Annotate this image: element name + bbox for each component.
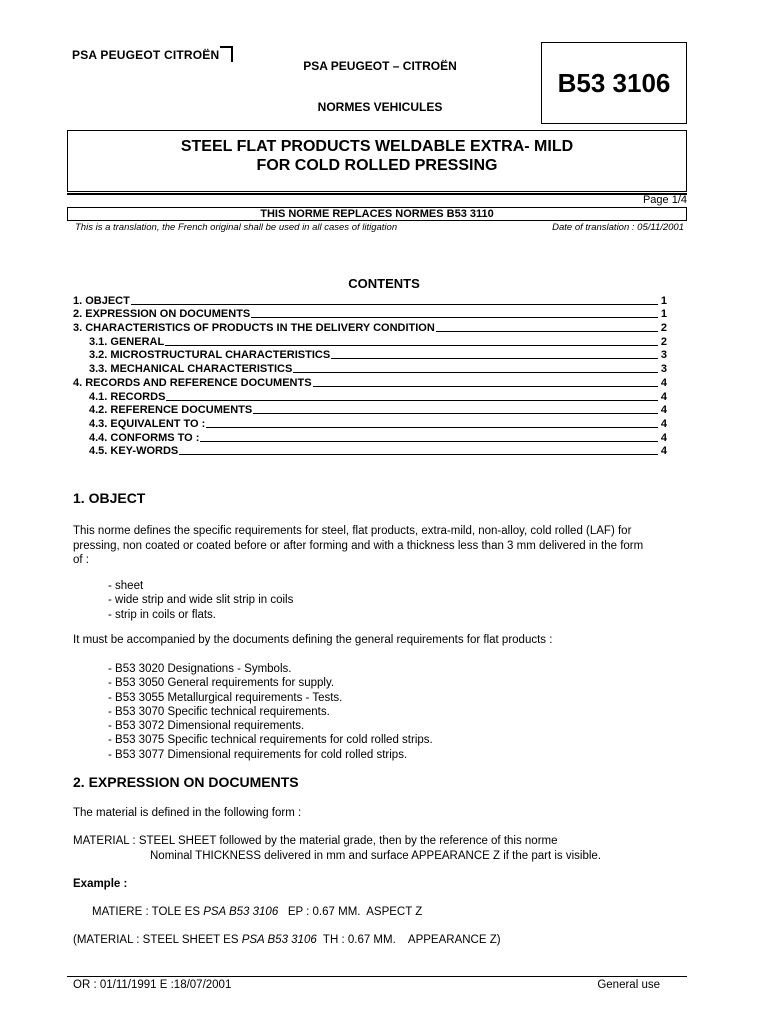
footer-divider	[67, 976, 687, 977]
list-item: - B53 3020 Designations - Symbols.	[108, 663, 292, 675]
toc-entry-label: 3.2. MICROSTRUCTURAL CHARACTERISTICS	[89, 349, 331, 362]
list-item: - wide strip and wide slit strip in coils	[108, 594, 294, 607]
toc-entry-label: 1. OBJECT	[73, 294, 130, 307]
toc-entry-label: 4.3. EQUIVALENT TO :	[89, 417, 206, 430]
paragraph-line: of :	[73, 554, 89, 566]
toc-entry-page: 1	[660, 294, 667, 307]
table-of-contents	[73, 293, 667, 457]
toc-leader-line	[179, 454, 658, 455]
toc-entry-label: 3.3. MECHANICAL CHARACTERISTICS	[89, 363, 293, 376]
page-number: Page 1/4	[642, 194, 687, 206]
section-1-paragraph	[73, 524, 693, 568]
section-2-intro: The material is defined in the following form :	[73, 807, 302, 819]
toc-entry-page: 4	[660, 376, 667, 389]
title-box	[67, 130, 687, 192]
toc-entry-page: 4	[660, 390, 667, 403]
list-item: - sheet	[108, 580, 144, 592]
translation-note: This is a translation, the French original shall be used in all cases of litigation	[75, 222, 398, 233]
toc-entry-label: 4.2. REFERENCE DOCUMENTS	[89, 404, 253, 417]
toc-entry-label: 2. EXPRESSION ON DOCUMENTS	[73, 308, 251, 321]
toc-entry-page: 4	[660, 431, 667, 444]
toc-entry-label: 4.5. KEY-WORDS	[89, 445, 179, 458]
example-1	[92, 905, 712, 920]
example-label: Example :	[73, 878, 128, 890]
example-2	[73, 933, 693, 948]
replaces-notice: THIS NORME REPLACES NORMES B53 3110	[67, 207, 687, 221]
example-1-reference: PSA B53 3106	[203, 906, 279, 918]
toc-entry-page: 3	[660, 363, 667, 376]
toc-leader-line	[436, 331, 658, 332]
document-code: B53 3106	[557, 67, 671, 98]
toc-entry	[73, 293, 667, 307]
product-forms-list	[108, 579, 293, 622]
toc-entry	[73, 416, 667, 430]
toc-entry	[73, 375, 667, 389]
toc-entry-page: 4	[660, 404, 667, 417]
toc-entry-page: 4	[660, 445, 667, 458]
section-1-heading: 1. OBJECT	[73, 490, 146, 506]
footer-usage: General use	[597, 979, 660, 991]
section-2-heading: 2. EXPRESSION ON DOCUMENTS	[73, 774, 299, 790]
title-line-1: STEEL FLAT PRODUCTS WELDABLE EXTRA- MILD	[180, 138, 574, 155]
list-item: - B53 3072 Dimensional requirements.	[108, 720, 305, 733]
psa-logo	[72, 46, 233, 62]
toc-leader-line	[200, 441, 658, 442]
toc-entry	[73, 334, 667, 348]
section-1-paragraph-2: It must be accompanied by the documents defining the general requirements for flat products :	[73, 634, 553, 646]
toc-leader-line	[251, 317, 658, 318]
material-line-2: Nominal THICKNESS delivered in mm and surface APPEARANCE Z if the part is visible.	[150, 850, 602, 862]
list-item: - B53 3077 Dimensional requirements for cold rolled strips.	[108, 748, 408, 761]
paragraph-line: This norme defines the specific requirements for steel, flat products, extra-mild, non-alloy, cold rolled (LAF) for	[73, 525, 632, 537]
toc-entry-label: 3. CHARACTERISTICS OF PRODUCTS IN THE DELIVERY CONDITION	[73, 322, 435, 335]
toc-entry-label: 4.1. RECORDS	[89, 390, 166, 403]
example-2-suffix: TH : 0.67 MM. APPEARANCE Z)	[316, 934, 501, 946]
toc-leader-line	[293, 372, 658, 373]
toc-entry-page: 1	[660, 308, 667, 321]
toc-entry-page: 2	[660, 335, 667, 348]
list-item: - B53 3075 Specific technical requirements for cold rolled strips.	[108, 734, 433, 747]
toc-entry	[73, 444, 667, 458]
toc-leader-line	[131, 304, 658, 305]
toc-entry	[73, 348, 667, 362]
title-box-shadow	[67, 193, 687, 195]
toc-leader-line	[165, 345, 658, 346]
toc-entry	[73, 389, 667, 403]
toc-leader-line	[206, 427, 658, 428]
toc-entry-label: 4.4. CONFORMS TO :	[89, 431, 200, 444]
toc-entry	[73, 430, 667, 444]
example-2-reference: PSA B53 3106	[241, 934, 317, 946]
toc-leader-line	[166, 400, 658, 401]
section-label: NORMES VEHICULES	[317, 100, 443, 114]
list-item: - B53 3055 Metallurgical requirements - Tests.	[108, 691, 343, 704]
reference-documents-list	[108, 662, 433, 762]
toc-entry	[73, 361, 667, 375]
toc-entry	[73, 403, 667, 417]
list-item: - strip in coils or flats.	[108, 608, 216, 621]
toc-entry-page: 3	[660, 349, 667, 362]
list-item: - B53 3070 Specific technical requirements.	[108, 705, 330, 718]
toc-entry-label: 4. RECORDS AND REFERENCE DOCUMENTS	[73, 376, 312, 389]
toc-entry-page: 2	[660, 322, 667, 335]
example-2-prefix: (MATERIAL : STEEL SHEET ES	[73, 934, 242, 946]
toc-entry-label: 3.1. GENERAL	[89, 335, 165, 348]
translation-date: Date of translation : 05/11/2001	[552, 222, 684, 233]
toc-leader-line	[313, 386, 658, 387]
logo-mark-icon	[220, 46, 233, 62]
list-item: - B53 3050 General requirements for supply.	[108, 677, 335, 690]
example-1-suffix: EP : 0.67 MM. ASPECT Z	[278, 906, 423, 918]
toc-entry	[73, 307, 667, 321]
organization-name: PSA PEUGEOT – CITROËN	[303, 59, 457, 73]
toc-leader-line	[331, 358, 658, 359]
paragraph-line: pressing, non coated or coated before or after forming and with a thickness less than 3 mm delivered in the form	[73, 539, 644, 552]
logo-text: PSA PEUGEOT CITROËN	[72, 48, 220, 62]
toc-entry	[73, 320, 667, 334]
material-line-1: MATERIAL : STEEL SHEET followed by the material grade, then by the reference of this norme	[73, 835, 558, 847]
footer-dates: OR : 01/11/1991 E :18/07/2001	[73, 979, 232, 991]
example-1-prefix: MATIERE : TOLE ES	[92, 906, 204, 918]
toc-entry-page: 4	[660, 417, 667, 430]
contents-title: CONTENTS	[348, 276, 420, 291]
title-line-2: FOR COLD ROLLED PRESSING	[256, 157, 498, 174]
document-code-box	[541, 42, 687, 124]
toc-leader-line	[253, 413, 658, 414]
